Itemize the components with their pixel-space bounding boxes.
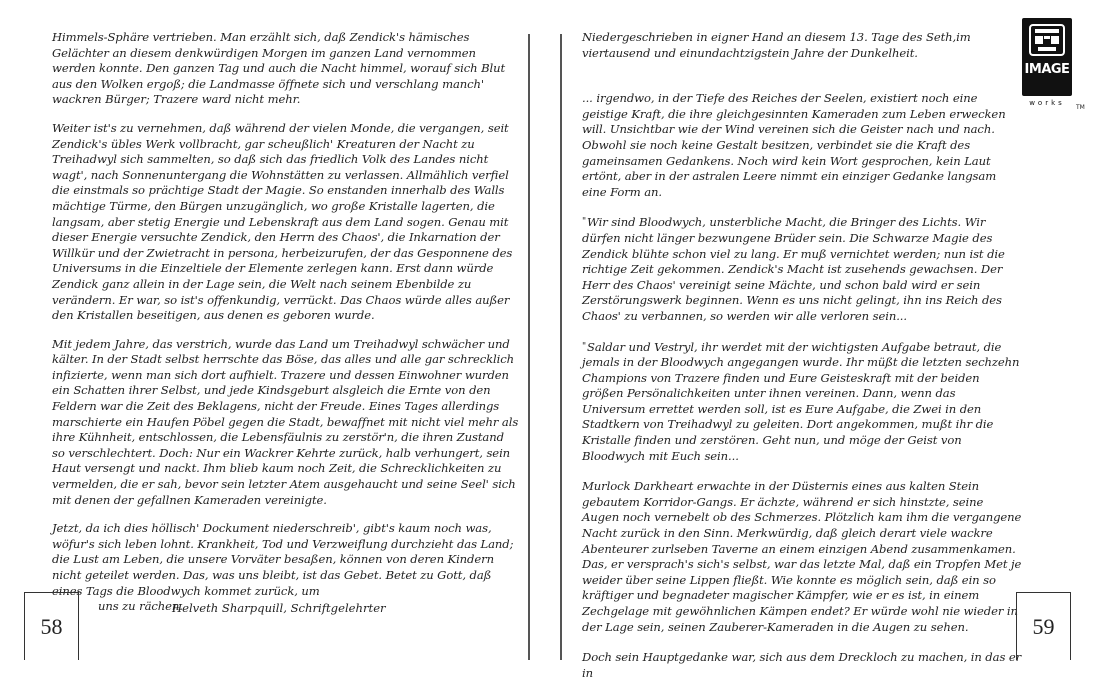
right-paragraph-5: Murlock Darkheart erwachte in der Düsternis eines aus kalten Stein gebautem Korridor-Gangs. Er ächzte, während er sich hinstzte, seine Augen noch vernebelt ob des Schmerzes. Plötzlich kam ihm die vergangene Nacht zurück in den Sinn. Merkwürdig, daß gleich derart viele wackre Abenteurer zurlseben Taverne an einem einzigen Abend zusammenkamen. Das, er versprach's sich's selbst, war das letzte Mal, daß ein Tropfen Met je weider über seine Lippen fließt. Wie konnte es möglich sein, daß ein so kräftiger und begnadeter magischer Kämpfer, wie er es ist, in einem Zechgelage mit gewöhnlichen Kämpen endet? Er würde wohl nie wieder in der Lage sein, seinen Zauberer-Kameraden in die Augen zu sehen. <box>582 479 1022 634</box>
quote-mark: " <box>582 341 587 352</box>
right-paragraph-4 <box>582 340 1022 465</box>
left-paragraph-4-last-line: uns zu rächen. <box>98 599 183 614</box>
right-paragraph-2: ... irgendwo, in der Tiefe des Reiches der Seelen, existiert noch eine geistige Kraft, die ihre gleichgesinnten Kameraden zum Leben erwecken will. Unsichtbar wie der Wind vereinen sich die Geister nach und nach. Obwohl sie noch keine Gestalt besitzen, verbindet sie die Kraft des gameinsamen Gedankens. Noch wird kein Wort gesprochen, kein Laut ertönt, aber in der astralen Leere nimmt ein einziger Gedanke langsam eine Form an. <box>582 91 1006 199</box>
left-paragraph-1: Himmels-Sphäre vertrieben. Man erzählt sich, daß Zendick's hämisches Gelächter an diesem denkwürdigen Morgen im ganzen Land vernommen werden konnte. Den ganzen Tag und auch die Nacht himmel, worauf sich Blut aus den Wolken ergoß; die Landmasse öffnete sich und verschlang manch' wackren Bürger; Trazere ward nicht mehr. <box>52 30 506 107</box>
page-number-left: 58 <box>24 592 79 660</box>
right-paragraph-3-body: Wir sind Bloodwych, unsterbliche Macht, die Bringer des Lichts. Wir dürfen nicht länger bezwungene Brüder sein. Die Schwarze Magie des Zendick blühte schon viel zu lang. Er muß vernichtet werden; nun ist die richtige Zeit gekommen. Zendick's Macht ist zusehends gewachsen. Der Herr des Chaos' vereinigt seine Mächte, und schon bald wird er sein Zerstörungswerk beginnen. Wenn es uns nicht gelingt, ihn ins Reich des Chaos' zu verbannen, so werden wir alle verloren sein... <box>582 215 1005 323</box>
left-page <box>0 0 550 660</box>
right-paragraph-1: Niedergeschrieben in eigner Hand an diesem 13. Tage des Seth,im viertausend und einundachtzigstein Jahre der Dunkelheit. <box>582 30 971 60</box>
right-paragraph-6: Doch sein Hauptgedanke war, sich aus dem Dreckloch zu machen, in das er in <box>582 650 1022 680</box>
logo-wordmark: IMAGE <box>1024 62 1070 77</box>
right-paragraph-3 <box>582 215 1022 324</box>
column-rule-left <box>528 34 530 660</box>
quote-mark: " <box>582 217 587 228</box>
left-paragraph-2: Weiter ist's zu vernehmen, daß während der vielen Monde, die vergangen, seit Zendick's übles Werk vollbracht, gar scheußlich' Kreaturen der Nacht zu Treihadwyl sich sammelten, so daß sich das friedlich Volk des Landes nicht wagt', nach Sonnenuntergang die Wohnstätten zu verlassen. Allmählich verfiel die einstmals so prächtige Stadt der Magie. So enstanden innerhalb des Walls mächtige Türme, den Bürgen unzugänglich, wo große Kristalle lagerten, die langsam, aber stetig Energie und Lebenskraft aus dem Land sogen. Genau mit dieser Energie versuchte Zendick, den Herrn des Chaos', die Inkarnation der Willkür und der Zwietracht in persona, herbeizurufen, der das Gesponnene des Universums in die Einzeltiele der Elemente zerlegen kann. Erst dann würde Zendick ganz allein in der Lage sein, die Welt nach seinem Ebenbilde zu verändern. Er war, so ist's offenkundig, verrückt. Das Chaos würde alles außer den Kristallen beseitigen, aus denen es geboren wurde. <box>52 120 513 323</box>
right-page-text <box>582 30 1022 681</box>
trademark-symbol: TM <box>1076 104 1085 111</box>
left-page-text <box>52 30 520 615</box>
page-number-right: 59 <box>1016 592 1071 660</box>
logo-emblem-icon <box>1028 23 1066 57</box>
logo-subtitle: works <box>1029 99 1065 107</box>
left-paragraph-3: Mit jedem Jahre, das verstrich, wurde das Land um Treihadwyl schwächer und kälter. In der Stadt selbst herrschte das Böse, das alles und alle gar schrecklich infizierte, wenn man sich dort aufhielt. Trazere und dessen Einwohner wurden ein Schatten ihrer Selbst, und jede Kindsgeburt alsgleich die Ernte von den Feldern war die Zeit des Beklagens, nicht der Freude. Eines Tages allerdings marschierte ein Haufen Pöbel gegen die Stadt, bewaffnet mit nicht viel mehr als ihre Kühnheit, entschlossen, die Lebensfäulnis zu zerstör'n, die ihren Zustand so verschlechtert. Doch: Nur ein Wackrer Kehrte zurück, halb verhungert, sein Haut versengt und nackt. Ihm blieb kaum noch Zeit, die Schrecklichkeiten zu vermelden, die er sah, bevor sein letzter Atem ausgehaucht und seine Seel' sich mit denen der gefallnen Kameraden vereinigte. <box>52 336 519 507</box>
right-paragraph-4-body: Saldar und Vestryl, ihr werdet mit der wichtigsten Aufgabe betraut, die jemals in der Bloodwych angegangen wurde. Ihr müßt die letzten sechzehn Champions von Trazere finden und Eure Geisteskraft mit der beiden größen Persönalichkeiten unter ihnen vereinen. Dann, wenn das Universum errettet werden soll, ist es Eure Aufgabe, die Zwei in den Stadtkern von Treihadwyl zu geleiten. Dort angekommen, mußt ihr die Kristalle finden und zerstören. Geht nun, und möge der Geist von Bloodwych mit Euch sein... <box>582 339 1020 463</box>
image-works-logo <box>1022 18 1072 112</box>
signature: Helveth Sharpquill, Schriftgelehrter <box>172 601 386 615</box>
left-paragraph-4-body: Jetzt, da ich dies höllisch' Dockument niederschreib', gibt's kaum noch was, wöfur's sich leben lohnt. Krankheit, Tod und Verzweiflung durchzieht das Land; die Lust am Leben, die unsere Vorväter besaßen, können von deren Kindern nicht geteilet werden. Das, was uns bleibt, ist das Gebet. Betet zu Gott, daß eines Tags die Bloodwych kommet zurück, um <box>52 521 514 598</box>
logo-badge <box>1022 18 1072 96</box>
